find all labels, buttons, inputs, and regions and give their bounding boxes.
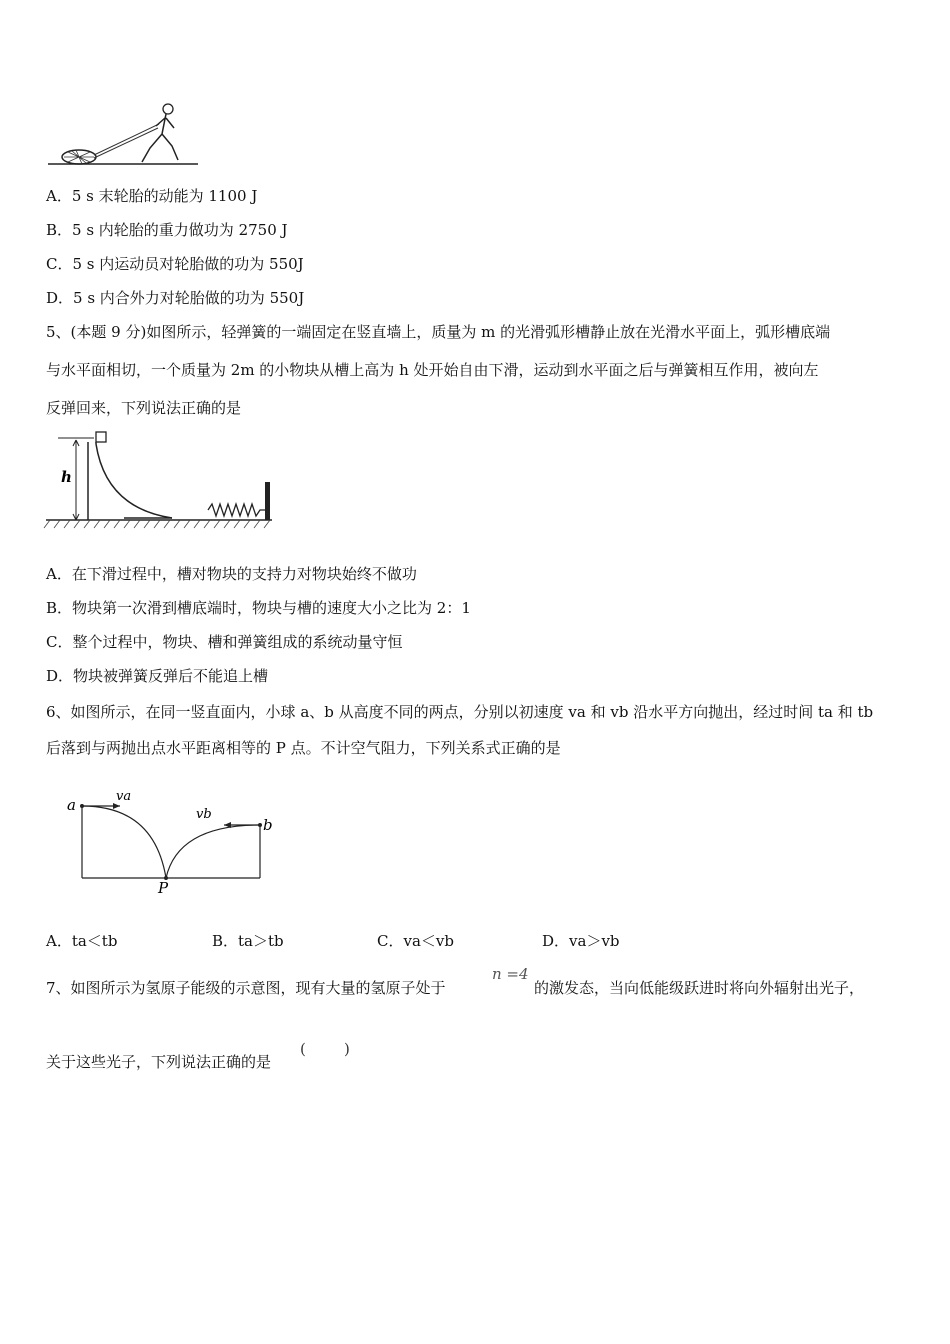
q6-option-c: C．va＜vb (377, 932, 454, 950)
q6-option-a: A．ta＜tb (46, 932, 118, 950)
q6-option-d: D．va＞vb (542, 932, 620, 950)
groove-spring-figure (44, 430, 274, 530)
q5-stem-line3: 反弹回来，下列说法正确的是 (46, 399, 242, 417)
q5-option-c: C．整个过程中，物块、槽和弹簧组成的系统动量守恒 (46, 633, 403, 651)
projectile-figure (64, 776, 294, 896)
point-p-label: P (158, 879, 169, 897)
q7-answer-paren: ( ) (300, 1040, 350, 1058)
q7-formula: n =4 (492, 965, 529, 983)
q4-option-a: A．5 s 末轮胎的动能为 1100 J (46, 187, 258, 205)
q7-stem-line1a: 7、如图所示为氢原子能级的示意图，现有大量的氢原子处于 (46, 979, 446, 997)
q6-stem-line2: 后落到与两抛出点水平距离相等的 P 点。不计空气阻力，下列关系式正确的是 (46, 739, 561, 757)
velocity-b-label: vb (196, 807, 212, 822)
q6-stem-line1: 6、如图所示，在同一竖直面内，小球 a、b 从高度不同的两点，分别以初速度 va 和 vb 沿水平方向抛出，经过时间 ta 和 tb (46, 703, 874, 721)
point-a-label: a (67, 796, 76, 814)
q5-option-b: B．物块第一次滑到槽底端时，物块与槽的速度大小之比为 2：1 (46, 599, 471, 617)
velocity-a-label: va (116, 789, 132, 804)
q7-stem-line2: 关于这些光子，下列说法正确的是 (46, 1053, 272, 1071)
q4-option-d: D．5 s 内合外力对轮胎做的功为 550J (46, 289, 305, 307)
q6-option-b: B．ta＞tb (212, 932, 284, 950)
q5-stem-line1: 5、(本题 9 分)如图所示，轻弹簧的一端固定在竖直墙上，质量为 m 的光滑弧形槽静止放在光滑水平面上，弧形槽底端 (46, 323, 831, 341)
point-b-label: b (263, 816, 273, 834)
q5-option-d: D．物块被弹簧反弹后不能追上槽 (46, 667, 269, 685)
q5-stem-line2: 与水平面相切，一个质量为 2m 的小物块从槽上高为 h 处开始自由下滑，运动到水平面之后与弹簧相互作用，被向左 (46, 361, 819, 379)
q4-option-b: B．5 s 内轮胎的重力做功为 2750 J (46, 221, 288, 239)
q7-stem-line1b: 的激发态，当向低能级跃进时将向外辐射出光子， (534, 979, 865, 997)
height-label: h (61, 468, 72, 486)
q5-option-a: A．在下滑过程中，槽对物块的支持力对物块始终不做功 (46, 565, 417, 583)
q4-option-c: C．5 s 内运动员对轮胎做的功为 550J (46, 255, 304, 273)
athlete-tire-figure (46, 100, 206, 170)
